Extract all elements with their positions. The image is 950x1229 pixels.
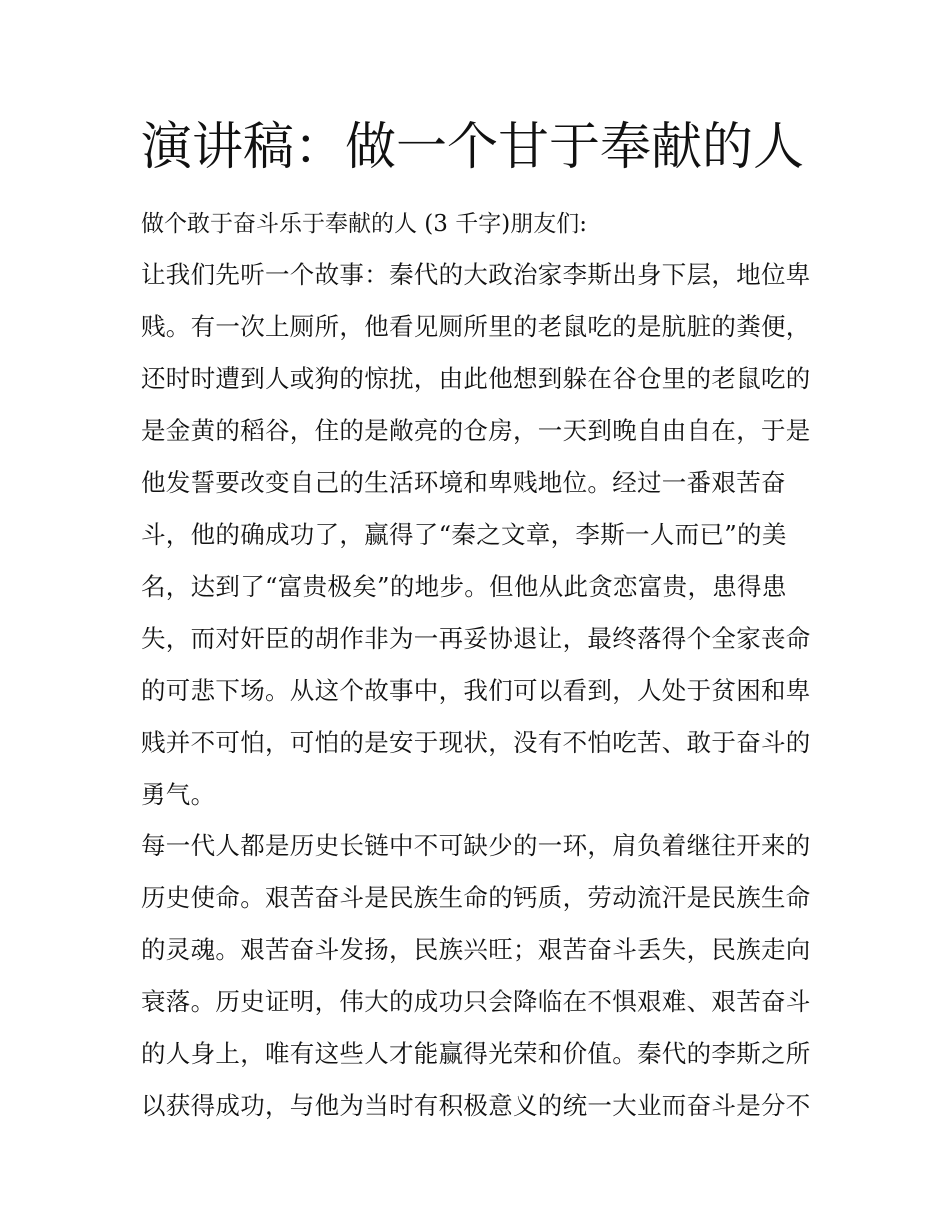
text-line: 以获得成功，与他为当时有积极意义的统一大业而奋斗是分不 — [141, 1091, 811, 1120]
text-line: 是金黄的稻谷，住的是敞亮的仓房，一天到晚自由自在，于是 — [141, 416, 811, 445]
text-line: 贱。有一次上厕所，他看见厕所里的老鼠吃的是肮脏的粪便， — [141, 312, 811, 341]
text-line: 斗，他的确成功了，赢得了“秦之文章，李斯一人而已”的美 — [141, 520, 787, 549]
text-line: 历史使命。艰苦奋斗是民族生命的钙质，劳动流汗是民族生命 — [141, 883, 811, 912]
text-line: 失，而对奸臣的胡作非为一再妥协退让，最终落得个全家丧命 — [141, 624, 811, 653]
text-line: 的灵魂。艰苦奋斗发扬，民族兴旺；艰苦奋斗丢失，民族走向 — [141, 935, 811, 964]
text-line: 每一代人都是历史长链中不可缺少的一环，肩负着继往开来的 — [141, 831, 811, 860]
text-line: 的可悲下场。从这个故事中，我们可以看到，人处于贫困和卑 — [141, 676, 811, 705]
document-title: 演讲稿：做一个甘于奉献的人 — [141, 118, 805, 177]
document-subtitle: 做个敢于奋斗乐于奉献的人 (3 千字)朋友们: — [141, 211, 587, 237]
text-line: 衰落。历史证明，伟大的成功只会降临在不惧艰难、艰苦奋斗 — [141, 987, 811, 1016]
text-line: 让我们先听一个故事：秦代的大政治家李斯出身下层，地位卑 — [141, 260, 811, 289]
text-line: 名，达到了“富贵极矣”的地步。但他从此贪恋富贵，患得患 — [141, 572, 787, 601]
text-line: 勇气。 — [141, 780, 216, 809]
text-line: 的人身上，唯有这些人才能赢得光荣和价值。秦代的李斯之所 — [141, 1039, 811, 1068]
text-line: 他发誓要改变自己的生活环境和卑贱地位。经过一番艰苦奋 — [141, 468, 786, 497]
text-line: 还时时遭到人或狗的惊扰，由此他想到躲在谷仓里的老鼠吃的 — [141, 364, 811, 393]
text-line: 贱并不可怕，可怕的是安于现状，没有不怕吃苦、敢于奋斗的 — [141, 728, 811, 757]
